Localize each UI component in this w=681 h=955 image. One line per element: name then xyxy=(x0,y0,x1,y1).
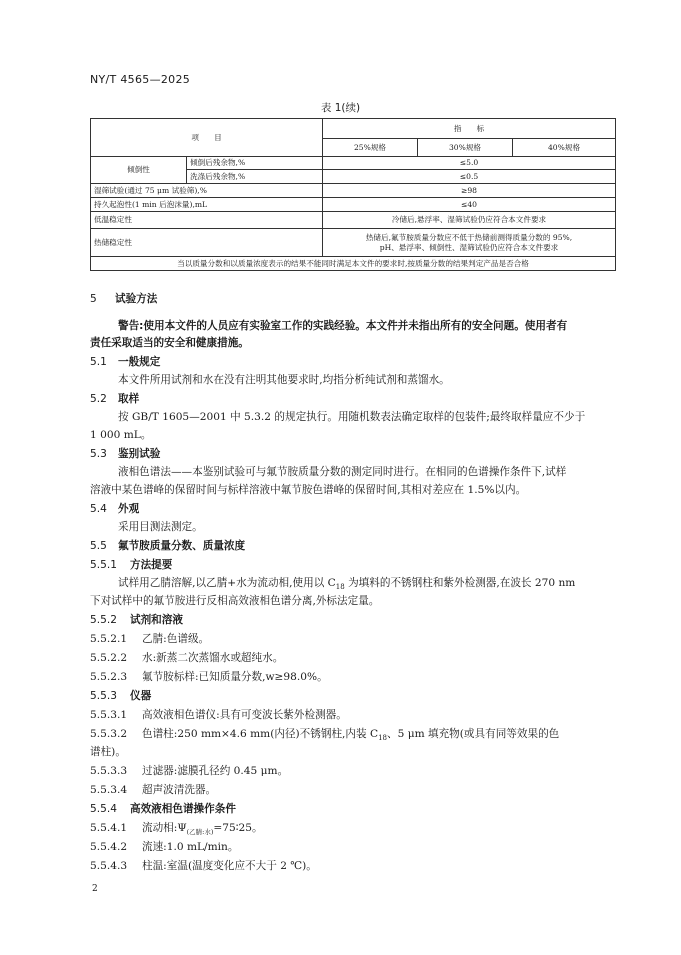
table-footnote: 当以质量分数和以质量浓度表示的结果不能同时满足本文件的要求时,按质量分数的结果判定产品是否合格 xyxy=(91,257,616,271)
table-row-value: ≤40 xyxy=(323,198,616,212)
section-5-5-1-line-2: 下对试样中的氟节胺进行反相高效液相色谱分离,外标法定量。 xyxy=(90,595,380,607)
section-5-2-heading: 5.2 取样 xyxy=(90,393,140,405)
page-number: 2 xyxy=(92,884,98,894)
table-row-name: 洗涤后残余物,% xyxy=(187,170,323,184)
warning-line-1: 警告:使用本文件的人员应有实验室工作的实践经验。本文件并未指出所有的安全问题。使用者有 xyxy=(118,320,568,332)
section-5-5-2-3: 5.5.2.3 氟节胺标样:已知质量分数,w≥98.0%。 xyxy=(90,671,328,683)
section-5-1-heading: 5.1 一般规定 xyxy=(90,356,161,368)
warning-line-2: 责任采取适当的安全和健康措施。 xyxy=(90,337,249,349)
table-group-label: 倾倒性 xyxy=(91,157,187,184)
section-5-3-heading: 5.3 鉴别试验 xyxy=(90,448,161,460)
section-5-4-text: 采用目测法测定。 xyxy=(118,521,203,533)
section-5-5-3-2-line-2: 谱柱)。 xyxy=(90,746,126,758)
section-5-4-heading: 5.4 外观 xyxy=(90,503,140,515)
table-head-spec30: 30%规格 xyxy=(418,139,513,157)
table-row-value: ≥98 xyxy=(323,184,616,198)
table-head-item: 项 目 xyxy=(91,119,323,157)
table-row-name: 倾倒后残余物,% xyxy=(187,157,323,170)
table-caption: 表 1(续) xyxy=(320,102,361,114)
section-5-5-3-1: 5.5.3.1 高效液相色谱仪:具有可变波长紫外检测器。 xyxy=(90,709,347,721)
section-5-5-3-heading: 5.5.3 仪器 xyxy=(90,690,152,702)
section-5-2-line-1: 按 GB/T 1605—2001 中 5.3.2 的规定执行。用随机数表法确定取样的包装件;最终取样量应不少于 xyxy=(118,411,586,423)
table-row-name: 持久起泡性(1 min 后泡沫量),mL xyxy=(91,198,323,212)
section-5-heading: 5 试验方法 xyxy=(90,293,158,305)
section-5-5-1-heading: 5.5.1 方法提要 xyxy=(90,559,173,571)
standard-code: NY/T 4565—2025 xyxy=(90,73,191,86)
table-row-name: 湿筛试验(通过 75 μm 试验筛),% xyxy=(91,184,323,198)
table-row-value: 冷储后,悬浮率、湿筛试验仍应符合本文件要求 xyxy=(323,212,616,229)
section-5-5-2-heading: 5.5.2 试剂和溶液 xyxy=(90,614,183,626)
table-head-spec25: 25%规格 xyxy=(323,139,418,157)
section-5-3-line-1: 液相色谱法——本鉴别试验可与氟节胺质量分数的测定同时进行。在相同的色谱操作条件下,试样 xyxy=(118,466,567,478)
section-5-2-line-2: 1 000 mL。 xyxy=(90,429,152,441)
section-5-5-2-1: 5.5.2.1 乙腈:色谱级。 xyxy=(90,633,210,645)
table-head-spec40: 40%规格 xyxy=(513,139,616,157)
section-5-5-3-4: 5.5.3.4 超声波清洗器。 xyxy=(90,784,217,796)
spec-table xyxy=(90,118,616,271)
table-row-name: 低温稳定性 xyxy=(91,212,323,229)
table-head-index: 指 标 xyxy=(323,119,616,139)
section-5-5-4-3: 5.5.4.3 柱温:室温(温度变化应不大于 2 ℃)。 xyxy=(90,860,317,872)
section-5-5-heading: 5.5 氟节胺质量分数、质量浓度 xyxy=(90,540,246,552)
section-5-3-line-2: 溶液中某色谱峰的保留时间与标样溶液中氟节胺色谱峰的保留时间,其相对差应在 1.5%以内。 xyxy=(90,484,527,496)
section-5-5-1-line-1: 试样用乙腈溶解,以乙腈+水为流动相,使用以 $C_{18}$ 为填料的不锈钢柱和紫外检测器,在波长 270 nm xyxy=(118,577,576,592)
section-5-1-text: 本文件所用试剂和水在没有注明其他要求时,均指分析纯试剂和蒸馏水。 xyxy=(118,374,450,386)
table-row-value-line: pH、悬浮率、倾倒性、湿筛试验仍应符合本文件要求 xyxy=(379,242,559,252)
table-row-name: 热储稳定性 xyxy=(91,229,323,257)
table-row-value xyxy=(323,229,616,257)
section-5-5-3-2-line-1: 5.5.3.2 色谱柱:250 mm×4.6 mm(内径)不锈钢柱,内装 $C_{18}$、5 μm 填充物(或具有同等效果的色 xyxy=(90,728,560,743)
table-row-value: ≤5.0 xyxy=(323,157,616,170)
section-5-5-3-3: 5.5.3.3 过滤器:滤膜孔径约 0.45 μm。 xyxy=(90,765,289,777)
table-row-value-line: 热储后,氟节胺质量分数应不低于热储前测得质量分数的 95%, xyxy=(365,233,573,243)
section-5-5-4-heading: 5.5.4 高效液相色谱操作条件 xyxy=(90,803,236,815)
table-row-value: ≤0.5 xyxy=(323,170,616,184)
section-5-5-2-2: 5.5.2.2 水:新蒸二次蒸馏水或超纯水。 xyxy=(90,652,284,664)
section-5-5-4-1: 5.5.4.1 流动相$:\Psi_{(乙腈:水)}=75∶25$。 xyxy=(90,822,263,837)
section-5-5-4-2: 5.5.4.2 流速:1.0 mL/min。 xyxy=(90,841,239,853)
